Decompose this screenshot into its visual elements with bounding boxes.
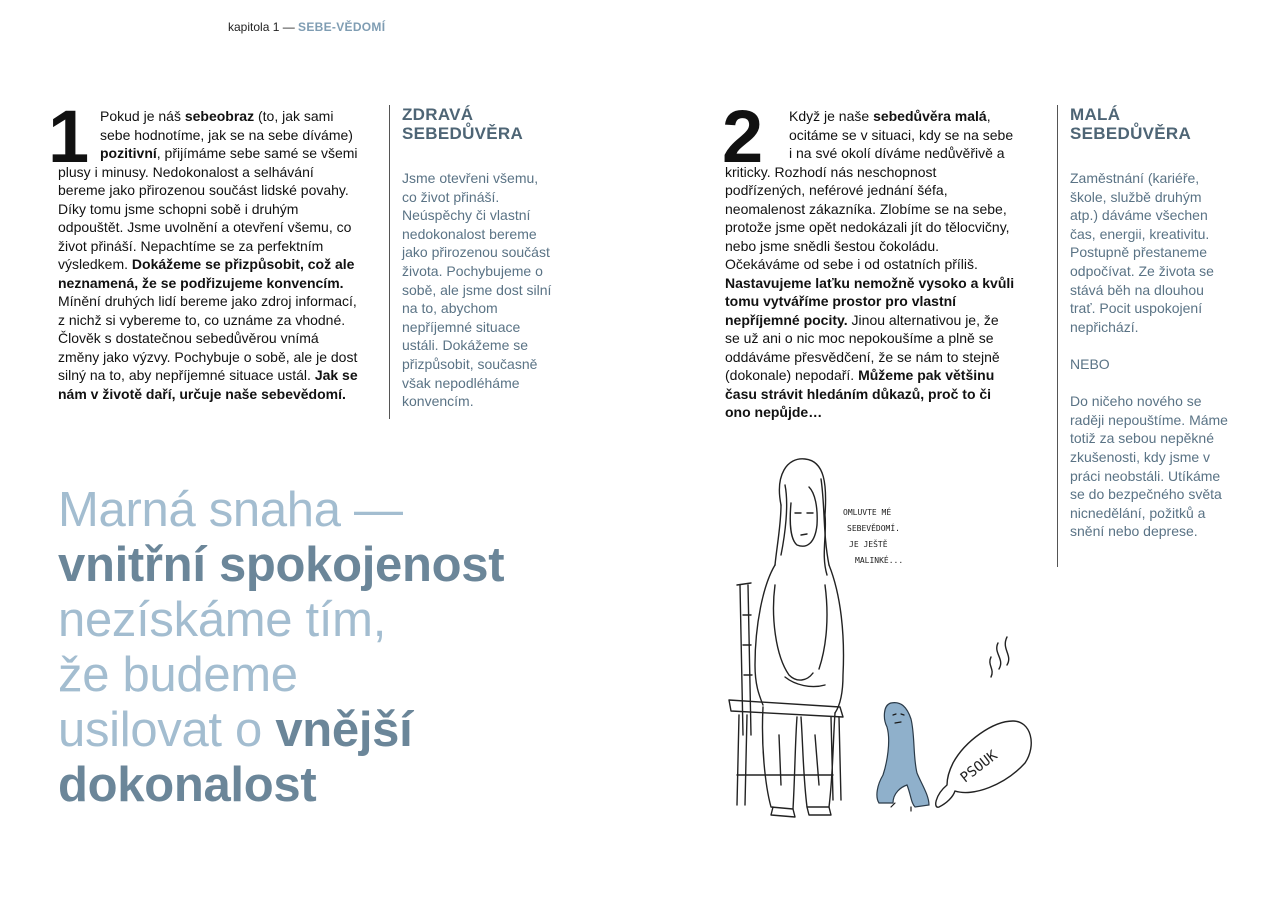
section-2-run-2: , ocitáme se v situaci, kdy se na sebe i na své okolí díváme nedůvěřivě a kriticky. Rozhodí nás neschopnost podřízených, neférové jednání šéfa, neomalenost zákazníka. Zlobíme se na sebe, protože jsme opět nedokázali jít do tělocvičny, nebo jsme snědli šestou čokoládu. Očekáváme od sebe i od ostatních příliš. [725, 108, 1014, 272]
section-1-text [58, 107, 358, 403]
speech-line-3: JE JEŠTĚ [849, 540, 888, 549]
quote-line-6: dokonalost [58, 758, 317, 812]
sidebar-2-paragraph-2: NEBO [1070, 355, 1110, 372]
section-1-run-4: , přijímáme sebe samé se všemi plusy i minusy. Nedokonalost a selhávání bereme jako přirozenou součást lidské povahy. Díky tomu jsme schopni sobě i druhým odpouštět. Jsme uvolnění a otevření všemu, co život přináší. Nepachtíme se za perfektním výsledkem. [58, 145, 358, 272]
section-1-run-2: (to, jak sami sebe hodnotíme, jak se na sebe díváme) [100, 108, 353, 143]
quote-line-3: nezískáme tím, [58, 593, 387, 647]
section-2-run-0: Když je naše [789, 108, 874, 124]
sidebar-2-text [1070, 169, 1230, 541]
section-2-run-4: Jinou alternativou je, že se už ani o nic moc nepokoušíme a plně se oddáváme přesvědčení, že se nám to stejně (dokonale) nepodaří. [725, 311, 1000, 383]
sidebar-1-title: ZDRAVÁ SEBEDŮVĚRA [402, 105, 524, 143]
section-1-run-3: pozitivní [100, 145, 157, 161]
speech-line-4: MALINKÉ... [855, 556, 904, 565]
speech-line-2: SEBEVĚDOMÍ. [847, 524, 900, 533]
running-header [228, 20, 385, 34]
header-chapter: SEBE-VĚDOMÍ [298, 20, 386, 34]
section-number-1: 1 [48, 95, 90, 178]
quote-line-4: že budeme [58, 648, 298, 702]
sidebar-2-paragraph-1: Zaměstnání (kariéře, škole, službě druhým atp.) dáváme všechen čas, energii, kreativitu. Postupně přestaneme odpočívat. Ze života se stává běh na dlouhou trať. Pocit uspokojení nepřichází. [1070, 170, 1214, 335]
section-2-run-3: Nastavujeme laťku nemožně vysoko a kvůli tomu vytváříme prostor pro vlastní nepříjemné pocity. [725, 274, 1015, 328]
sidebar-healthy-confidence [389, 105, 552, 419]
section-1-run-1: sebeobraz [184, 108, 255, 124]
blob-character [877, 703, 929, 807]
sidebar-low-confidence [1057, 105, 1230, 567]
chair-drawing [729, 583, 843, 805]
woman-drawing [755, 459, 843, 817]
header-prefix: kapitola 1 — [228, 20, 295, 34]
sidebar-2-paragraph-3: Do ničeho nového se raději nepouštíme. Máme totiž za sebou nepěkné zkušenosti, kdy jsme v práci neobstáli. Utíkáme se do bezpečného světa nicnedělání, požitků a snění nebo deprese. [1070, 393, 1228, 540]
quote-line-2: vnitřní spokojenost [58, 538, 505, 592]
speech-line-1: OMLUVTE MÉ [843, 508, 892, 517]
quote-line-5-light: usilovat o [58, 703, 276, 757]
fumes-drawing [990, 637, 1009, 677]
section-1-run-6: Mínění druhých lidí bereme jako zdroj informací, z nichž si vybereme to, co uznáme za vhodné. Člověk s dostatečnou sebedůvěrou vnímá změny jako výzvy. Pochybuje o sobě, ale je dost silný na to, aby nepříjemné situace ustál. [58, 293, 358, 383]
bubble-text: PSOUK [957, 747, 1001, 787]
section-1-run-0: Pokud je náš [100, 108, 185, 124]
sidebar-1-paragraph: Jsme otevřeni všemu, co život přináší. Neúspěchy či vlastní nedokonalost bereme jako přirozenou součást života. Pochybujeme o sobě, ale jsme dost silní na to, abychom nepříjemné situace ustáli. Dokážeme se přizpůsobit, současně však nepodléháme konvencím. [402, 170, 552, 410]
section-1-paragraph [58, 107, 358, 403]
section-2-text [725, 107, 1017, 422]
section-1-run-5: Dokážeme se přizpůsobit, což ale neznamená, že se podřizujeme konvencím. [58, 256, 355, 291]
section-1-run-7: Jak se nám v životě daří, určuje naše sebevědomí. [58, 367, 358, 402]
section-number-2: 2 [722, 95, 764, 178]
illustration-sitting-woman [715, 445, 1045, 845]
sidebar-1-text [402, 169, 552, 411]
quote-line-1: Marná snaha — [58, 483, 403, 537]
section-2-run-5: Můžeme pak většinu času strávit hledáním důkazů, proč to či ono nepůjde… [725, 367, 995, 420]
pull-quote [58, 483, 504, 813]
sidebar-2-title: MALÁ SEBEDŮVĚRA [1070, 105, 1192, 143]
quote-line-5-bold: vnější [275, 703, 413, 757]
section-2-run-1: sebedůvěra malá [873, 108, 987, 124]
